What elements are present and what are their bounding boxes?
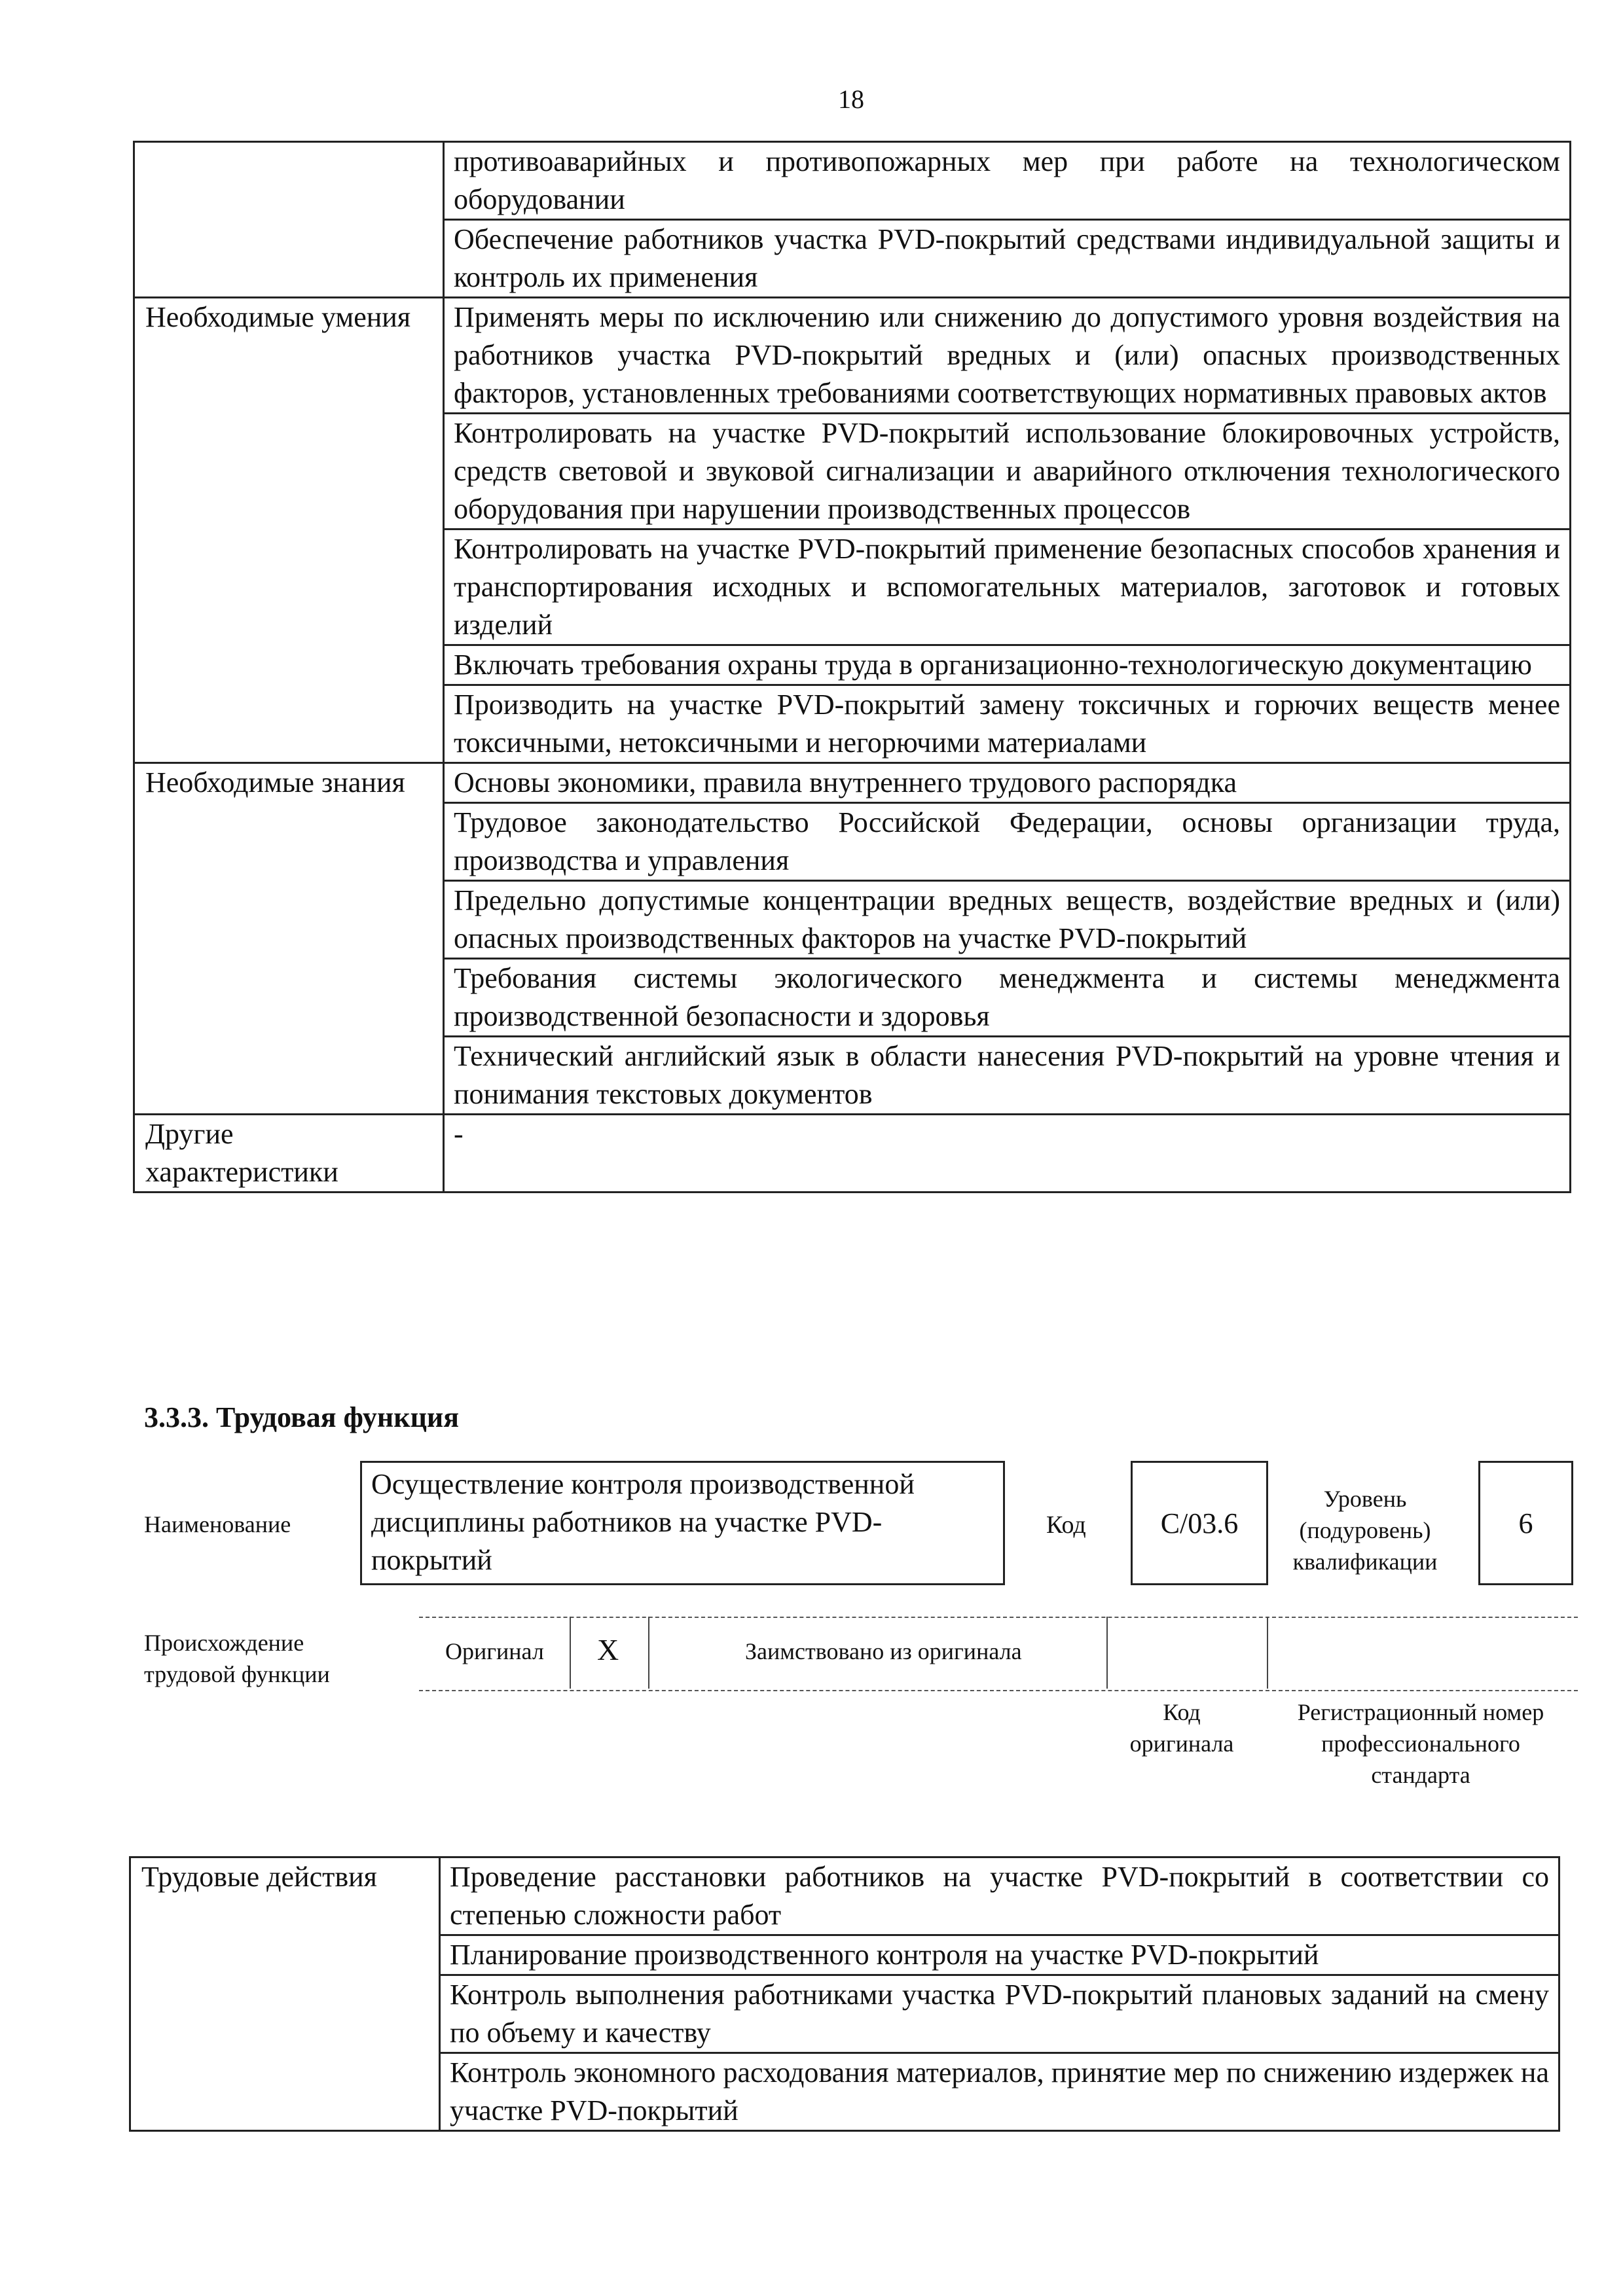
section-title: 3.3.3. Трудовая функция [144, 1401, 460, 1433]
row-text: Обеспечение работников участка PVD-покрытий средствами индивидуальной защиты и контроль их применения [444, 220, 1571, 298]
row-label [134, 142, 444, 298]
row-text: Требования системы экологического менеджмента и системы менеджмента производственной безопасности и здоровья [444, 959, 1571, 1037]
code-label: Код [1046, 1511, 1086, 1539]
table-row [130, 1857, 1559, 1935]
row-label-knowledge: Необходимые знания [134, 763, 444, 1115]
row-text: Технический английский язык в области нанесения PVD-покрытий на уровне чтения и понимания текстовых документов [444, 1037, 1571, 1115]
row-text: противоаварийных и противопожарных мер при работе на технологическом оборудовании [444, 142, 1571, 220]
row-label-other: Другие характеристики [134, 1115, 444, 1193]
name-label: Наименование [144, 1511, 291, 1537]
row-text: Трудовое законодательство Российской Федерации, основы организации труда, производства и управления [444, 803, 1571, 881]
origin-divider [1267, 1617, 1268, 1689]
origin-reg-label: Регистрационный номер профессионального стандарта [1297, 1699, 1544, 1788]
row-text: Предельно допустимые концентрации вредных веществ, воздействие вредных и (или) опасных производственных факторов на участке PVD-покрытий [444, 881, 1571, 959]
origin-borrowed: Заимствовано из оригинала [745, 1638, 1022, 1664]
table-row [134, 298, 1571, 414]
row-text: Контролировать на участке PVD-покрытий применение безопасных способов хранения и транспортирования исходных и вспомогательных материалов, заготовок и готовых изделий [444, 529, 1571, 645]
origin-divider [570, 1617, 571, 1689]
origin-code-label: Код оригинала [1129, 1699, 1234, 1757]
function-name: Осуществление контроля производственной дисциплины работников на участке PVD-покрытий [360, 1461, 1005, 1585]
row-text: Проведение расстановки работников на участке PVD-покрытий в соответствии со степенью сложности работ [440, 1857, 1559, 1935]
row-text: Контроль экономного расходования материалов, принятие мер по снижению издержек на участке PVD-покрытий [440, 2053, 1559, 2131]
row-text: Контролировать на участке PVD-покрытий использование блокировочных устройств, средств световой и звуковой сигнализации и аварийного отключения технологического оборудования при нарушении производственных процессов [444, 414, 1571, 529]
origin-original: Оригинал [445, 1638, 544, 1664]
row-label-actions: Трудовые действия [130, 1857, 440, 2131]
level-label: Уровень (подуровень) квалификации [1292, 1486, 1438, 1575]
competency-table [133, 141, 1571, 1193]
labor-actions-table [129, 1856, 1560, 2132]
page-number: 18 [838, 84, 864, 114]
row-text: Включать требования охраны труда в организационно-технологическую документацию [444, 645, 1571, 685]
table-row [134, 142, 1571, 220]
row-text: Планирование производственного контроля на участке PVD-покрытий [440, 1935, 1559, 1975]
table-row [134, 763, 1571, 803]
row-text: - [444, 1115, 1571, 1193]
function-code: C/03.6 [1131, 1461, 1268, 1585]
row-text: Основы экономики, правила внутреннего трудового распорядка [444, 763, 1571, 803]
origin-divider [1106, 1617, 1108, 1689]
table-row [134, 1115, 1571, 1193]
row-text: Применять меры по исключению или снижению до допустимого уровня воздействия на работников участка PVD-покрытий вредных и (или) опасных производственных факторов, установленных требованиями соответствующих нормативных правовых актов [444, 298, 1571, 414]
row-text: Контроль выполнения работниками участка PVD-покрытий плановых заданий на смену по объему и качеству [440, 1975, 1559, 2053]
row-text: Производить на участке PVD-покрытий замену токсичных и горючих веществ менее токсичными, нетоксичными и негорючими материалами [444, 685, 1571, 763]
row-label-skills: Необходимые умения [134, 298, 444, 763]
origin-mark: X [597, 1633, 619, 1666]
qualification-level: 6 [1478, 1461, 1573, 1585]
origin-divider [648, 1617, 649, 1689]
origin-label: Происхождение трудовой функции [144, 1630, 330, 1687]
